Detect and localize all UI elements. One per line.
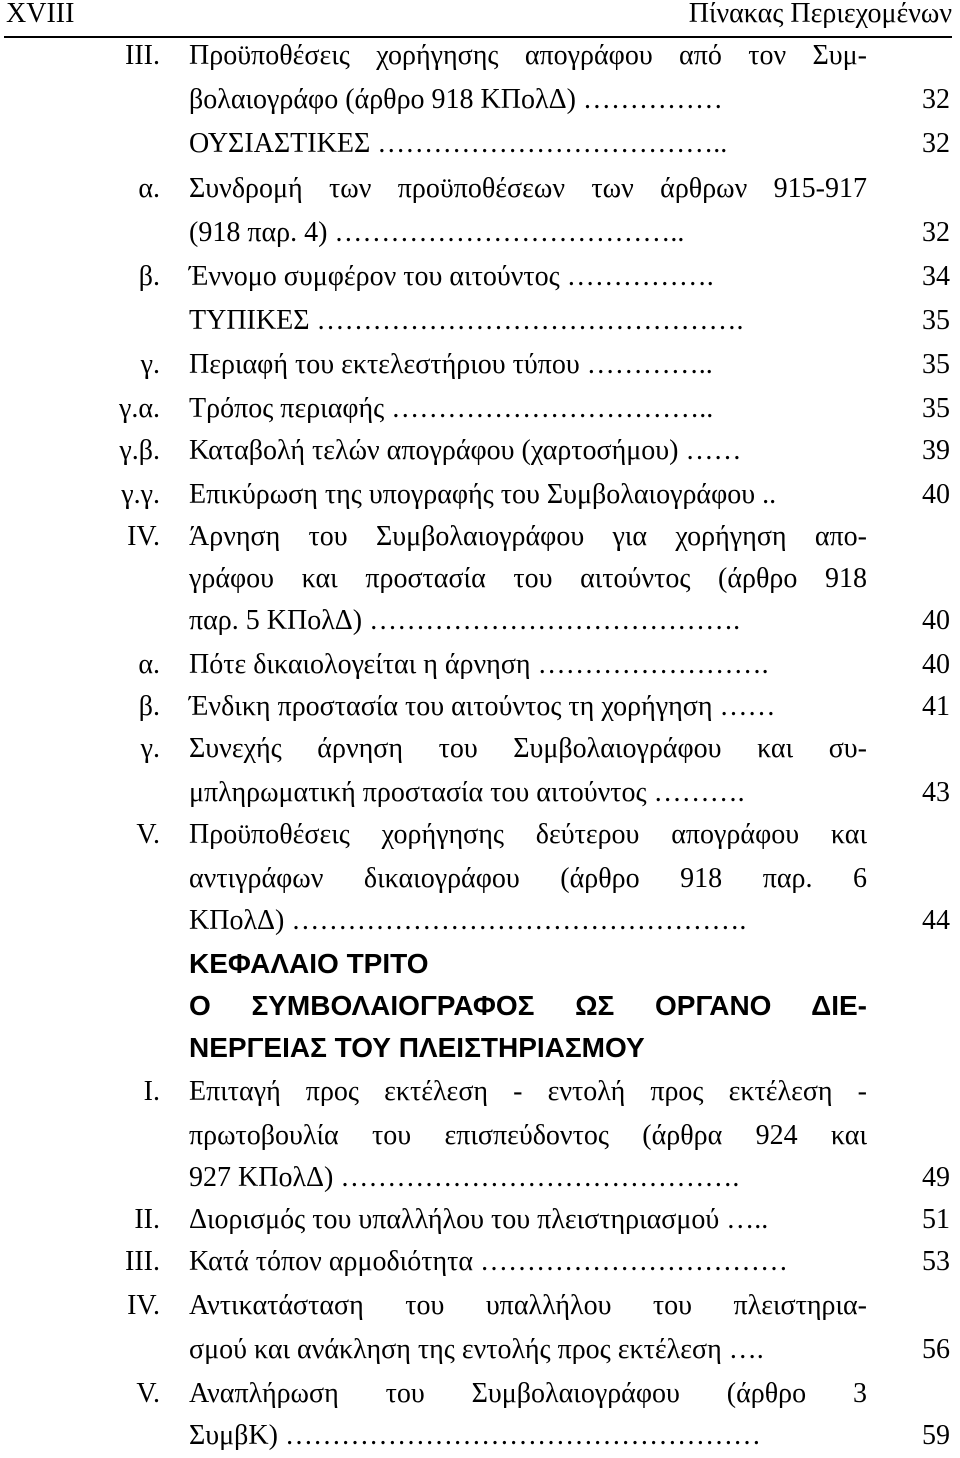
entry-title: ΚΠολΔ) …………………………………………. — [189, 905, 747, 936]
entry-number: γ.α. — [118, 393, 160, 424]
entry-number: V. — [136, 1378, 160, 1409]
entry-title: παρ. 5 ΚΠολΔ) …………………………………. — [189, 605, 741, 636]
entry-page-number: 59 — [922, 1420, 950, 1451]
entry-number: γ. — [140, 349, 160, 380]
chapter-heading-line — [0, 1026, 960, 1070]
toc-entry — [0, 857, 960, 901]
entry-title: πρωτοβουλία του επισπεύδοντος (άρθρα 924 και — [189, 1120, 867, 1151]
entry-page-number: 35 — [922, 393, 950, 424]
entry-title: Πότε δικαιολογείται η άρνηση ……………………. — [189, 649, 769, 680]
entry-page-number: 56 — [922, 1334, 950, 1365]
entry-number: γ. — [140, 733, 160, 764]
entry-title: Επιταγή προς εκτέλεση - εντολή προς εκτέλεση - — [189, 1076, 867, 1107]
toc-entry — [0, 813, 960, 857]
toc-entry — [0, 599, 960, 643]
entry-title: γράφου και προστασία του αιτούντος (άρθρο 918 — [189, 563, 867, 594]
entry-number: β. — [138, 261, 160, 292]
entry-title: 927 ΚΠολΔ) ……………………………………. — [189, 1162, 740, 1193]
entry-title: ΣυμβΚ) …………………………………………… — [189, 1420, 761, 1451]
entry-title: Προϋποθέσεις χορήγησης δεύτερου απογράφου και — [189, 819, 867, 850]
toc-entry — [0, 1240, 960, 1284]
entry-page-number: 32 — [922, 128, 950, 159]
entry-number: IV. — [127, 1290, 160, 1321]
toc-entry — [0, 1284, 960, 1328]
toc-entry — [0, 167, 960, 211]
entry-page-number: 44 — [922, 905, 950, 936]
entry-page-number: 35 — [922, 349, 950, 380]
entry-title: Αντικατάσταση του υπαλλήλου του πλειστηρια- — [189, 1290, 867, 1321]
entry-title: αντιγράφων δικαιογράφου (άρθρο 918 παρ. 6 — [189, 863, 867, 894]
entry-number: III. — [125, 40, 160, 71]
chapter-heading-text: Ο ΣΥΜΒΟΛΑΙΟΓΡΑΦΟΣ ΩΣ ΟΡΓΑΝΟ ΔΙΕ- — [189, 990, 867, 1021]
entry-title: Συνεχής άρνηση του Συμβολαιογράφου και συ- — [189, 733, 867, 764]
toc-entry — [0, 899, 960, 943]
entry-title: Ένδικη προστασία του αιτούντος τη χορήγηση …… — [189, 691, 776, 722]
chapter-heading-text: ΚΕΦΑΛΑΙΟ ΤΡΙΤΟ — [189, 948, 429, 979]
entry-page-number: 51 — [922, 1204, 950, 1235]
entry-page-number: 35 — [922, 305, 950, 336]
entry-page-number: 41 — [922, 691, 950, 722]
toc-entry — [0, 1156, 960, 1200]
entry-page-number: 32 — [922, 84, 950, 115]
entry-page-number: 49 — [922, 1162, 950, 1193]
entry-page-number: 53 — [922, 1246, 950, 1277]
entry-number: I. — [143, 1076, 160, 1107]
toc-entry — [0, 1328, 960, 1372]
toc-entry — [0, 515, 960, 559]
entry-number: γ.γ. — [121, 479, 160, 510]
toc-entry — [0, 1372, 960, 1416]
entry-page-number: 40 — [922, 649, 950, 680]
entry-title: Διορισμός του υπαλλήλου του πλειστηριασμού ….. — [189, 1204, 769, 1235]
toc-entry — [0, 473, 960, 517]
running-header — [4, 0, 952, 38]
toc-entry — [0, 685, 960, 729]
entry-title: ΟΥΣΙΑΣΤΙΚΕΣ ……………………………….. — [189, 128, 728, 159]
toc-entry — [0, 211, 960, 255]
entry-number: γ.β. — [119, 435, 160, 466]
entry-page-number: 34 — [922, 261, 950, 292]
entry-page-number: 39 — [922, 435, 950, 466]
entry-title: Αναπλήρωση του Συμβολαιογράφου (άρθρο 3 — [189, 1378, 867, 1409]
entry-page-number: 40 — [922, 479, 950, 510]
entry-title: Κατά τόπον αρμοδιότητα …………………………… — [189, 1246, 789, 1277]
entry-title: Συνδρομή των προϋποθέσεων των άρθρων 915-917 — [189, 173, 867, 204]
toc-entry — [0, 255, 960, 299]
entry-title: Άρνηση του Συμβολαιογράφου για χορήγηση απο- — [189, 521, 867, 552]
entry-title: Προϋποθέσεις χορήγησης απογράφου από τον Συμ- — [189, 40, 867, 71]
entry-number: II. — [134, 1204, 160, 1235]
chapter-heading-line — [0, 984, 960, 1028]
entry-page-number: 40 — [922, 605, 950, 636]
entry-number: α. — [138, 173, 160, 204]
toc-entry — [0, 557, 960, 601]
entry-page-number: 32 — [922, 217, 950, 248]
header-page-number: XVIII — [6, 0, 75, 29]
toc-entry — [0, 34, 960, 78]
entry-number: V. — [136, 819, 160, 850]
toc-entry — [0, 1070, 960, 1114]
toc-entry — [0, 78, 960, 122]
entry-title: ΤΥΠΙΚΕΣ ………………………………………. — [189, 305, 744, 336]
toc-entry — [0, 1198, 960, 1242]
entry-title: μπληρωματική προστασία του αιτούντος ………. — [189, 777, 745, 808]
entry-page-number: 43 — [922, 777, 950, 808]
chapter-heading-text: ΝΕΡΓΕΙΑΣ ΤΟΥ ΠΛΕΙΣΤΗΡΙΑΣΜΟΥ — [189, 1032, 645, 1063]
toc-entry — [0, 643, 960, 687]
toc-entry — [0, 299, 960, 343]
entry-number: IV. — [127, 521, 160, 552]
entry-title: βολαιογράφο (άρθρο 918 ΚΠολΔ) …………… — [189, 84, 723, 115]
toc-entry — [0, 727, 960, 771]
toc-entry — [0, 1414, 960, 1458]
entry-title: Επικύρωση της υπογραφής του Συμβολαιογράφου .. — [189, 479, 777, 510]
entry-title: Τρόπος περιαφής …………………………….. — [189, 393, 714, 424]
entry-title: (918 παρ. 4) ……………………………….. — [189, 217, 685, 248]
entry-title: Περιαφή του εκτελεστήριου τύπου ………….. — [189, 349, 713, 380]
entry-number: III. — [125, 1246, 160, 1277]
toc-entry — [0, 122, 960, 166]
entry-title: σμού και ανάκληση της εντολής προς εκτέλεση …. — [189, 1334, 764, 1365]
toc-entry — [0, 387, 960, 431]
entry-number: α. — [138, 649, 160, 680]
entry-title: Έννομο συμφέρον του αιτούντος ……………. — [189, 261, 714, 292]
toc-entry — [0, 771, 960, 815]
entry-number: β. — [138, 691, 160, 722]
toc-entry — [0, 429, 960, 473]
toc-entry — [0, 1114, 960, 1158]
header-title: Πίνακας Περιεχομένων — [688, 0, 952, 29]
chapter-heading-line — [0, 942, 960, 986]
toc-entry — [0, 343, 960, 387]
entry-title: Καταβολή τελών απογράφου (χαρτοσήμου) …… — [189, 435, 742, 466]
